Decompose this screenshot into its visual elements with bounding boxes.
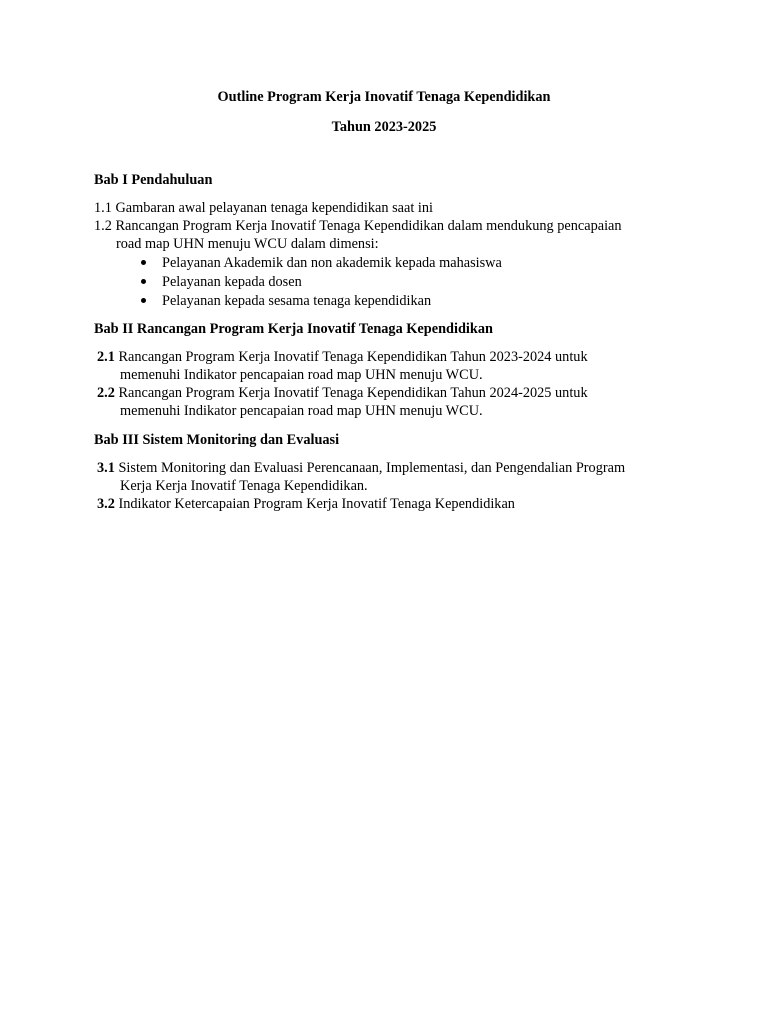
- bab2-heading: Bab II Rancangan Program Kerja Inovatif Tenaga Kependidikan: [94, 321, 493, 337]
- bab3-item-3-1-line1: [97, 459, 625, 477]
- bab2-item-2-1-text: Rancangan Program Kerja Inovatif Tenaga Kependidikan Tahun 2023-2024 untuk: [118, 349, 588, 365]
- bab2-item-2-2-line1: [97, 384, 588, 402]
- bullet-icon: [141, 298, 146, 303]
- bullet-icon: [141, 279, 146, 284]
- bab2-item-2-2-text: Rancangan Program Kerja Inovatif Tenaga Kependidikan Tahun 2024-2025 untuk: [118, 385, 588, 401]
- bab2-item-2-1-number: 2.1: [97, 349, 115, 365]
- document-title: Outline Program Kerja Inovatif Tenaga Kependidikan: [217, 89, 551, 105]
- bab3-heading: Bab III Sistem Monitoring dan Evaluasi: [94, 432, 340, 448]
- bab3-item-3-1-line2: Kerja Kerja Inovatif Tenaga Kependidikan.: [120, 478, 368, 494]
- bab2-item-2-1-line2: memenuhi Indikator pencapaian road map UHN menuju WCU.: [120, 367, 483, 383]
- bab1-item-1-2-line1: 1.2 Rancangan Program Kerja Inovatif Tenaga Kependidikan dalam mendukung pencapaian: [94, 218, 622, 234]
- bab1-bullet-2: Pelayanan kepada dosen: [162, 274, 302, 290]
- bab3-item-3-1-text: Sistem Monitoring dan Evaluasi Perencanaan, Implementasi, dan Pengendalian Program: [118, 460, 626, 476]
- bab2-item-2-2-number: 2.2: [97, 385, 115, 401]
- bab3-item-3-1-number: 3.1: [97, 460, 115, 476]
- bab2-item-2-1-line1: [97, 348, 588, 366]
- bab3-item-3-2-number: 3.2: [97, 496, 115, 512]
- bab3-item-3-2-text: Indikator Ketercapaian Program Kerja Inovatif Tenaga Kependidikan: [118, 496, 515, 512]
- bullet-icon: [141, 260, 146, 265]
- document-subtitle: Tahun 2023-2025: [331, 119, 437, 135]
- bab3-item-3-2-line1: [97, 495, 515, 513]
- bab2-item-2-2-line2: memenuhi Indikator pencapaian road map UHN menuju WCU.: [120, 403, 483, 419]
- bab1-bullet-3: Pelayanan kepada sesama tenaga kependidikan: [162, 293, 432, 309]
- bab1-item-1-1: 1.1 Gambaran awal pelayanan tenaga kependidikan saat ini: [94, 200, 434, 216]
- bab1-item-1-2-line2: road map UHN menuju WCU dalam dimensi:: [116, 236, 379, 252]
- bab1-bullet-1: Pelayanan Akademik dan non akademik kepada mahasiswa: [162, 255, 502, 271]
- bab1-heading: Bab I Pendahuluan: [94, 172, 213, 188]
